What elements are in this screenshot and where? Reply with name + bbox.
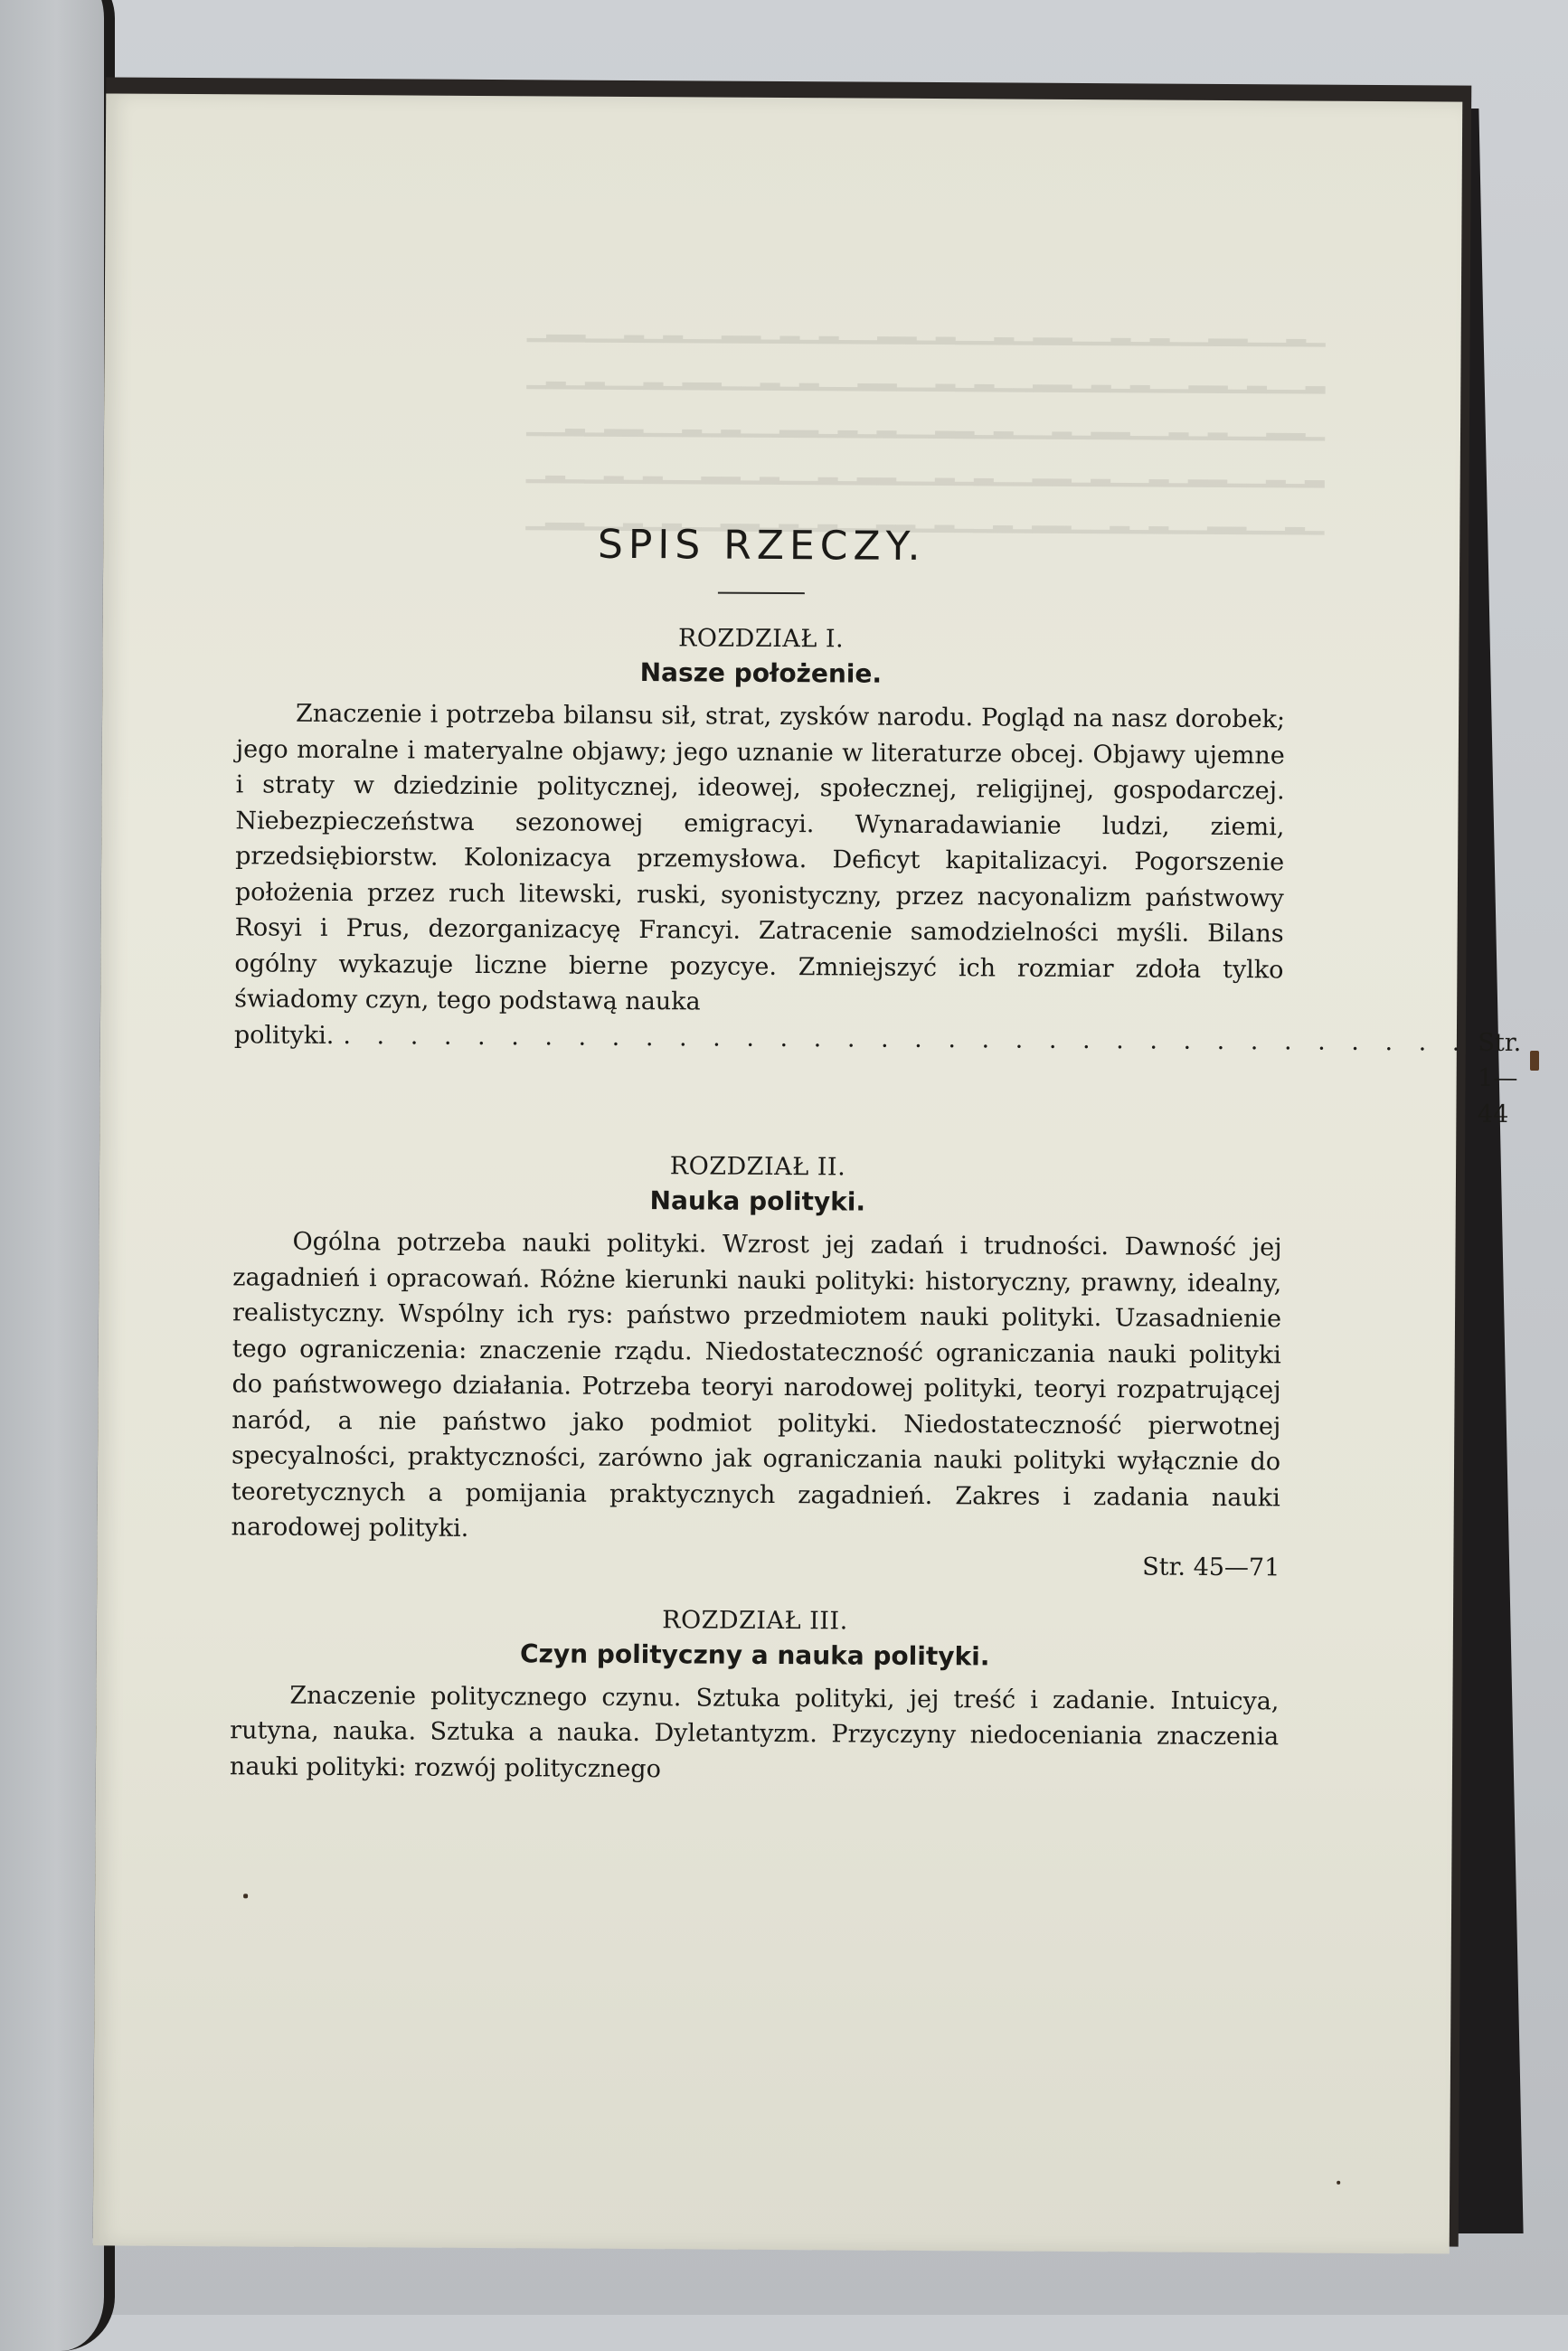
paper-speck [1530, 1051, 1539, 1071]
table-of-contents [229, 519, 1522, 1816]
chapter-label: ROZDZIAŁ II. [669, 1152, 846, 1182]
chapter-label: ROZDZIAŁ III. [662, 1605, 848, 1635]
chapter-summary: Znaczenie politycznego czynu. Sztuka polityki, jej treść i zadanie. Intuicya, rutyna, nauka. Sztuka a nauka. Dyletantyzm. Przyczyny niedoceniania znaczenia nauki polityki: rozwój politycznego [229, 1681, 1280, 1783]
dot-leader: . . . . . . . . . . . . . . . . . . . . . . . . . . . . . . . . . . [343, 1021, 1469, 1057]
page-title: SPIS RZECZY. [597, 521, 926, 570]
chapter-summary: Ogólna potrzeba nauki polityki. Wzrost jej zadań i trudności. Dawność jej zagadnień i opracowań. Różne kierunki nauki polityki: historyczny, prawny, idealny, realistyczny. Wspólny ich rys: państwo przedmiotem nauki polityki. Uzasadnienie tego ograniczenia: znaczenie rządu. Niedostateczność ograniczania nauki polityki do państwowego działania. Potrzeba teoryi narodowej polityki, teoryi rozpatrującej naród, a nie państwo jako podmiot polityki. Niedostateczność pierwotnej specyalności, praktyczności, zarówno jak ograniczania nauki polityki wyłącznie do teoretycznych a pomijania praktycznych zagadnień. Zakres i zadania nauki narodowej polityki. [231, 1227, 1282, 1543]
chapter-title: Nauka polityki. [649, 1185, 866, 1217]
chapter-title: Czyn polityczny a nauka polityki. [519, 1638, 990, 1671]
chapter-entry-2 [231, 1149, 1282, 1584]
paper-speck [243, 1893, 248, 1898]
page-range: Str. 45—71 [1142, 1552, 1280, 1581]
page-range-line [233, 1017, 1522, 1131]
chapter-label: ROZDZIAŁ I. [677, 624, 845, 654]
chapter-title: Nasze położenie. [639, 657, 883, 689]
page-range: Str. 1—44 [1477, 1028, 1522, 1128]
summary-last-word: polityki. [233, 1020, 335, 1050]
chapter-entry-3 [230, 1603, 1280, 1791]
book-page [93, 93, 1522, 2253]
title-divider [718, 592, 805, 595]
bleed-through-texture: ▁▂▁▁▂▂▁▁▂▁▂▁▁▂▂▁▂▁▁▂▁▂▂▁▁▂▁▂▁▂▂▁▁▂▁▂▁▁▂▂▁ ▂▁▁▂▁▂▂▁▁▂▁▂▁▂▂▁▁▂▁▂▁▁▂▂▁▁▂▁▂▁▁▂▂▁▂▁▁▂▁▂▁ ▁▂▂▁▁▂▁▂▁▁▂▂▁▂▁▁▂▁▂▂▁▁▂▁▂▁▂▂▁▁▂▁▂▁▁▂▂▁▂▁▁ ▂▁▂▁▁▂▂▁▂▁▁▂▁▂▂▁▁▂▁▂▁▁▂▂▁▂▁▁▂▁▂▂▁▁▂▁▂▁▁▂▁ ▁▂▁▁▂▂▁▁▂▁▂▁▁▂▂▁▂▁▁▂▁▂▂▁▁▂▁▂▁▂▂▁▁▂▁▂▁▁▂▂▁ [525, 312, 1326, 535]
chapter-summary: Znaczenie i potrzeba bilansu sił, strat, zysków narodu. Pogląd na nasz dorobek; jego moralne i materyalne objawy; jego uznanie w literaturze obcej. Objawy ujemne i straty w dziedzinie politycznej, ideowej, społecznej, religijnej, gospodarczej. Niebezpieczeństwa sezonowej emigracyi. Wynaradawianie ludzi, ziemi, przedsiębiorstw. Kolonizacya przemysłowa. Deficyt kapitalizacyi. Pogorszenie położenia przez ruch litewski, ruski, syonistyczny, przez nacyonalizm państwowy Rosyi i Prus, dezorganizacyę Francyi. Zatracenie samodzielności myśli. Bilans ogólny wykazuje liczne bierne pozycye. Zmniejszyć ich rozmiar zdoła tylko świadomy czyn, tego podstawą nauka [234, 699, 1286, 1016]
chapter-entry-1 [233, 621, 1522, 1130]
paper-speck [1337, 2181, 1340, 2185]
